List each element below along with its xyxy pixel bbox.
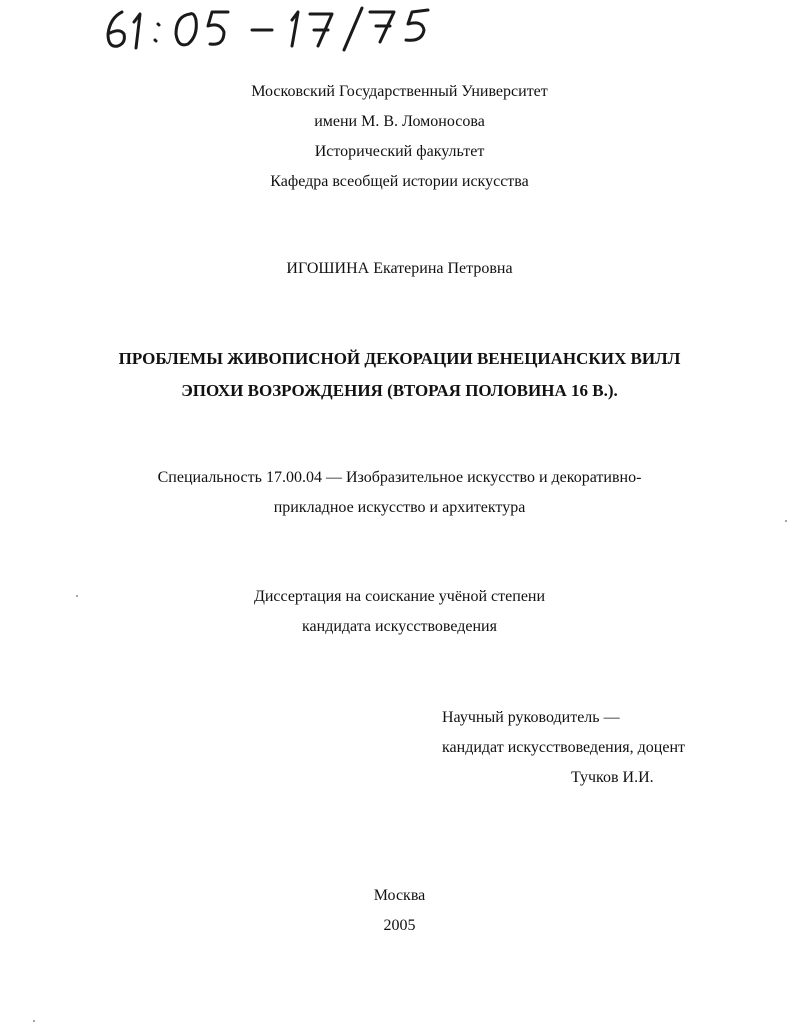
supervisor-block <box>442 703 782 793</box>
university-named-after: имени М. В. Ломоносова <box>314 113 485 130</box>
scan-speck <box>76 595 78 597</box>
title-line-2: ЭПОХИ ВОЗРОЖДЕНИЯ (ВТОРАЯ ПОЛОВИНА 16 В.). <box>181 381 618 400</box>
handwritten-catalog-number <box>100 6 480 52</box>
university-name: Московский Государственный Университет <box>251 83 548 100</box>
university-header <box>0 77 799 197</box>
author-name: ИГОШИНА Екатерина Петровна <box>286 260 513 277</box>
degree-statement <box>0 582 799 642</box>
degree-line-2: кандидата искусствоведения <box>302 618 497 635</box>
supervisor-name: Тучков И.И. <box>571 769 654 786</box>
handwritten-number-drawing <box>100 6 480 52</box>
place-and-year <box>0 881 799 941</box>
specialty <box>0 463 799 523</box>
degree-line-1: Диссертация на соискание учёной степени <box>253 588 546 605</box>
city: Москва <box>373 887 426 904</box>
title-line-1: ПРОБЛЕМЫ ЖИВОПИСНОЙ ДЕКОРАЦИИ ВЕНЕЦИАНСКИХ ВИЛЛ <box>118 349 681 368</box>
scan-speck <box>785 520 787 522</box>
scan-speck <box>33 1020 35 1022</box>
specialty-line-1: Специальность 17.00.04 — Изобразительное искусство и декоративно- <box>157 469 642 486</box>
dissertation-title <box>0 343 799 407</box>
specialty-line-2: прикладное искусство и архитектура <box>273 499 526 516</box>
department-name: Кафедра всеобщей истории искусства <box>270 173 529 190</box>
supervisor-role: Научный руководитель — <box>442 709 620 726</box>
year: 2005 <box>383 917 416 934</box>
faculty-name: Исторический факультет <box>314 143 485 160</box>
supervisor-degree: кандидат искусствоведения, доцент <box>442 739 686 756</box>
